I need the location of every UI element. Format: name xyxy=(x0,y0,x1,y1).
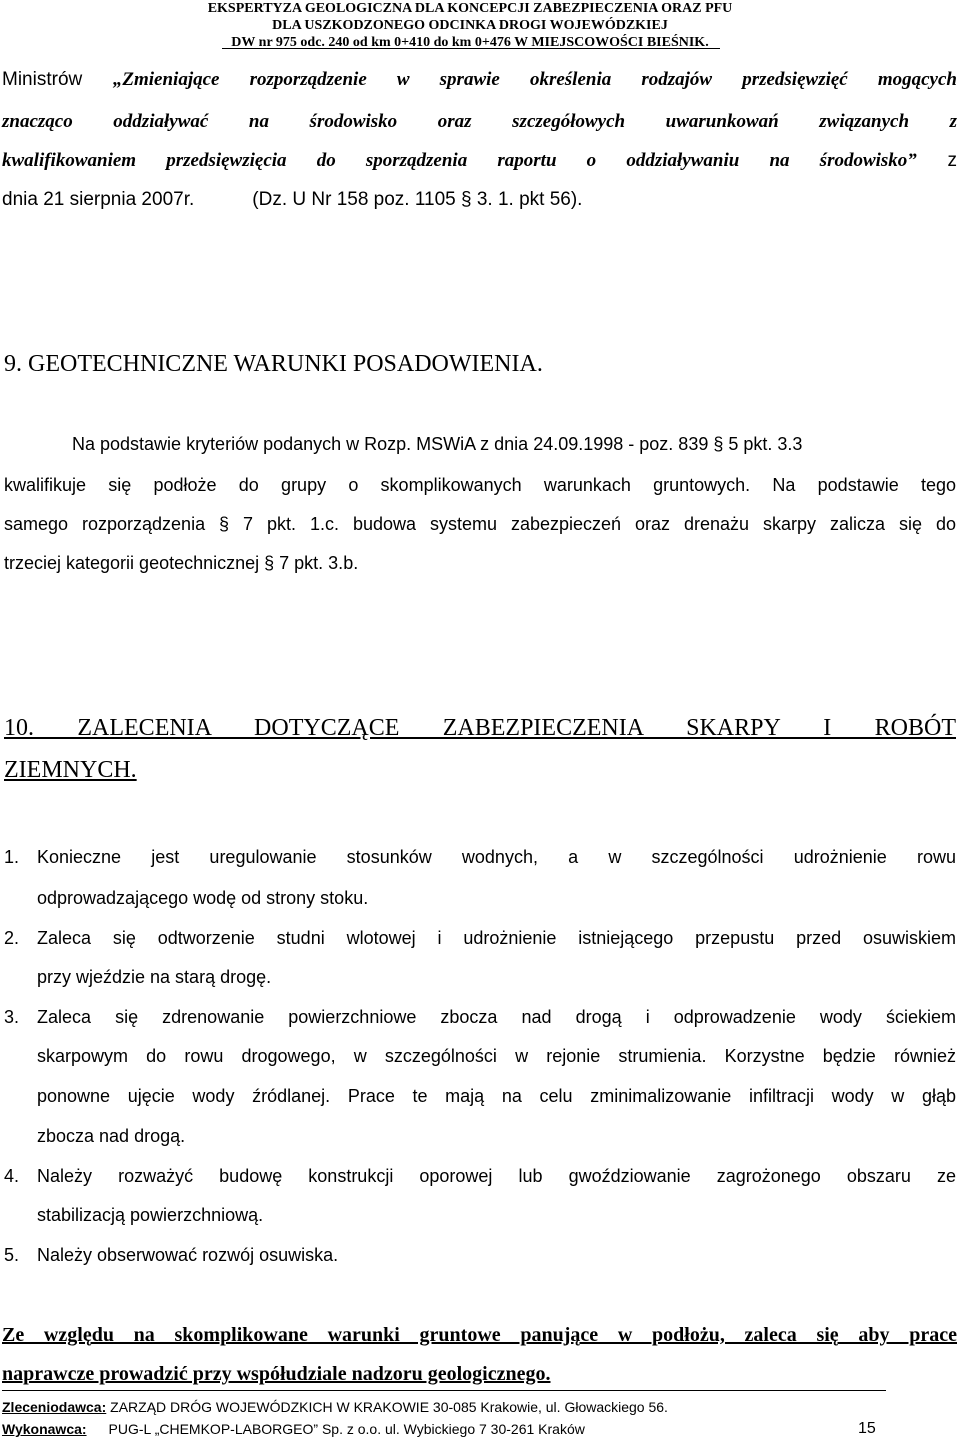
ordering-party-label: Zleceniodawca: xyxy=(2,1399,107,1415)
item-3-line-1: Zaleca się zdrenowanie powierzchniowe zbocza nad drogą i odprowadzenie wody ściekiem xyxy=(37,1007,956,1027)
footer-rule xyxy=(2,1390,886,1391)
regulation-date: dnia 21 sierpnia 2007r. xyxy=(2,189,195,210)
section-9-line-3: samego rozporządzenia § 7 pkt. 1.c. budowa systemu zabezpieczeń oraz drenażu skarpy zalicza się do xyxy=(4,514,956,534)
recommendation-line-2: naprawcze prowadzić przy współudziale nadzoru geologicznego. xyxy=(2,1363,551,1385)
item-1-number: 1. xyxy=(4,847,20,867)
header-line-2: DLA USZKODZONEGO ODCINKA DROGI WOJEWÓDZKIEJ xyxy=(272,18,668,33)
recommendation-line-1: Ze względu na skomplikowane warunki gruntowe panujące w podłożu, zaleca się aby prace xyxy=(2,1324,957,1346)
item-4-line-1: Należy rozważyć budowę konstrukcji oporowej lub gwoździowanie zagrożonego obszaru ze xyxy=(37,1166,956,1186)
intro-line-2: znacząco oddziaływać na środowisko oraz szczegółowych uwarunkowań związanych z xyxy=(2,111,957,132)
regulation-citation: (Dz. U Nr 158 poz. 1105 § 3. 1. pkt 56). xyxy=(252,189,583,210)
section-9-line-1: Na podstawie kryteriów podanych w Rozp. MSWiA z dnia 24.09.1998 - poz. 839 § 5 pkt. 3.3 xyxy=(72,434,803,454)
footer-contractor xyxy=(2,1421,585,1438)
item-3-line-3: ponowne ujęcie wody źródlanej. Prace te mają na celu zminimalizowanie infiltracji wody w głąb xyxy=(37,1086,956,1106)
item-2-number: 2. xyxy=(4,928,20,948)
item-1-line-2: odprowadzającego wodę od strony stoku. xyxy=(37,888,369,908)
item-4-number: 4. xyxy=(4,1166,20,1186)
intro-line-1 xyxy=(2,68,957,92)
header-line-1: EKSPERTYZA GEOLOGICZNA DLA KONCEPCJI ZABEZPIECZENIA ORAZ PFU xyxy=(207,1,733,16)
item-3-number: 3. xyxy=(4,1007,20,1027)
intro-line-3 xyxy=(2,149,957,173)
section-9-heading: 9. GEOTECHNICZNE WARUNKI POSADOWIENIA. xyxy=(4,351,543,377)
item-2-line-1: Zaleca się odtworzenie studni wlotowej i udrożnienie istniejącego przepustu przed osuwiskiem xyxy=(37,928,956,948)
section-9-line-2: kwalifikuje się podłoże do grupy o skomplikowanych warunkach gruntowych. Na podstawie tego xyxy=(4,475,956,495)
page-number: 15 xyxy=(858,1420,876,1437)
item-5-line-1: Należy obserwować rozwój osuwiska. xyxy=(37,1245,339,1265)
header-line-3: DW nr 975 odc. 240 od km 0+410 do km 0+476 W MIEJSCOWOŚCI BIEŚNIK. xyxy=(231,35,709,50)
item-3-line-4: zbocza nad drogą. xyxy=(37,1126,186,1146)
regulation-title-start: „Zmieniające rozporządzenie w sprawie określenia rodzajów przedsięwzięć mogących xyxy=(112,69,957,90)
contractor-text: PUG-L „CHEMKOP-LABORGEO” Sp. z o.o. ul. Wybickiego 7 30-261 Kraków xyxy=(108,1421,585,1437)
regulation-title-end: kwalifikowaniem przedsięwzięcia do sporządzenia raportu o oddziaływaniu na środowisko” xyxy=(2,150,917,171)
header-rule xyxy=(222,48,720,49)
ordering-party-text: ZARZĄD DRÓG WOJEWÓDZKICH W KRAKOWIE 30-085 Krakowie, ul. Głowackiego 56. xyxy=(106,1399,668,1415)
section-9-line-4: trzeciej kategorii geotechnicznej § 7 pkt. 3.b. xyxy=(4,553,359,573)
intro-prefix: Ministrów xyxy=(2,69,113,90)
intro-line-4 xyxy=(2,188,957,212)
item-2-line-2: przy wjeździe na starą drogę. xyxy=(37,967,272,987)
item-3-line-2: skarpowym do rowu drogowego, w szczególności w rejonie strumienia. Korzystne będzie również xyxy=(37,1046,956,1066)
section-10-heading-line-1: 10. ZALECENIA DOTYCZĄCE ZABEZPIECZENIA SKARPY I ROBÓT xyxy=(4,715,956,741)
intro-suffix: z xyxy=(916,150,957,171)
item-4-line-2: stabilizacją powierzchniową. xyxy=(37,1205,264,1225)
footer-ordering-party xyxy=(2,1399,668,1416)
item-5-number: 5. xyxy=(4,1245,20,1265)
section-10-heading-line-2: ZIEMNYCH. xyxy=(4,757,137,783)
item-1-line-1: Konieczne jest uregulowanie stosunków wodnych, a w szczególności udrożnienie rowu xyxy=(37,847,956,867)
contractor-label: Wykonawca: xyxy=(2,1421,87,1437)
